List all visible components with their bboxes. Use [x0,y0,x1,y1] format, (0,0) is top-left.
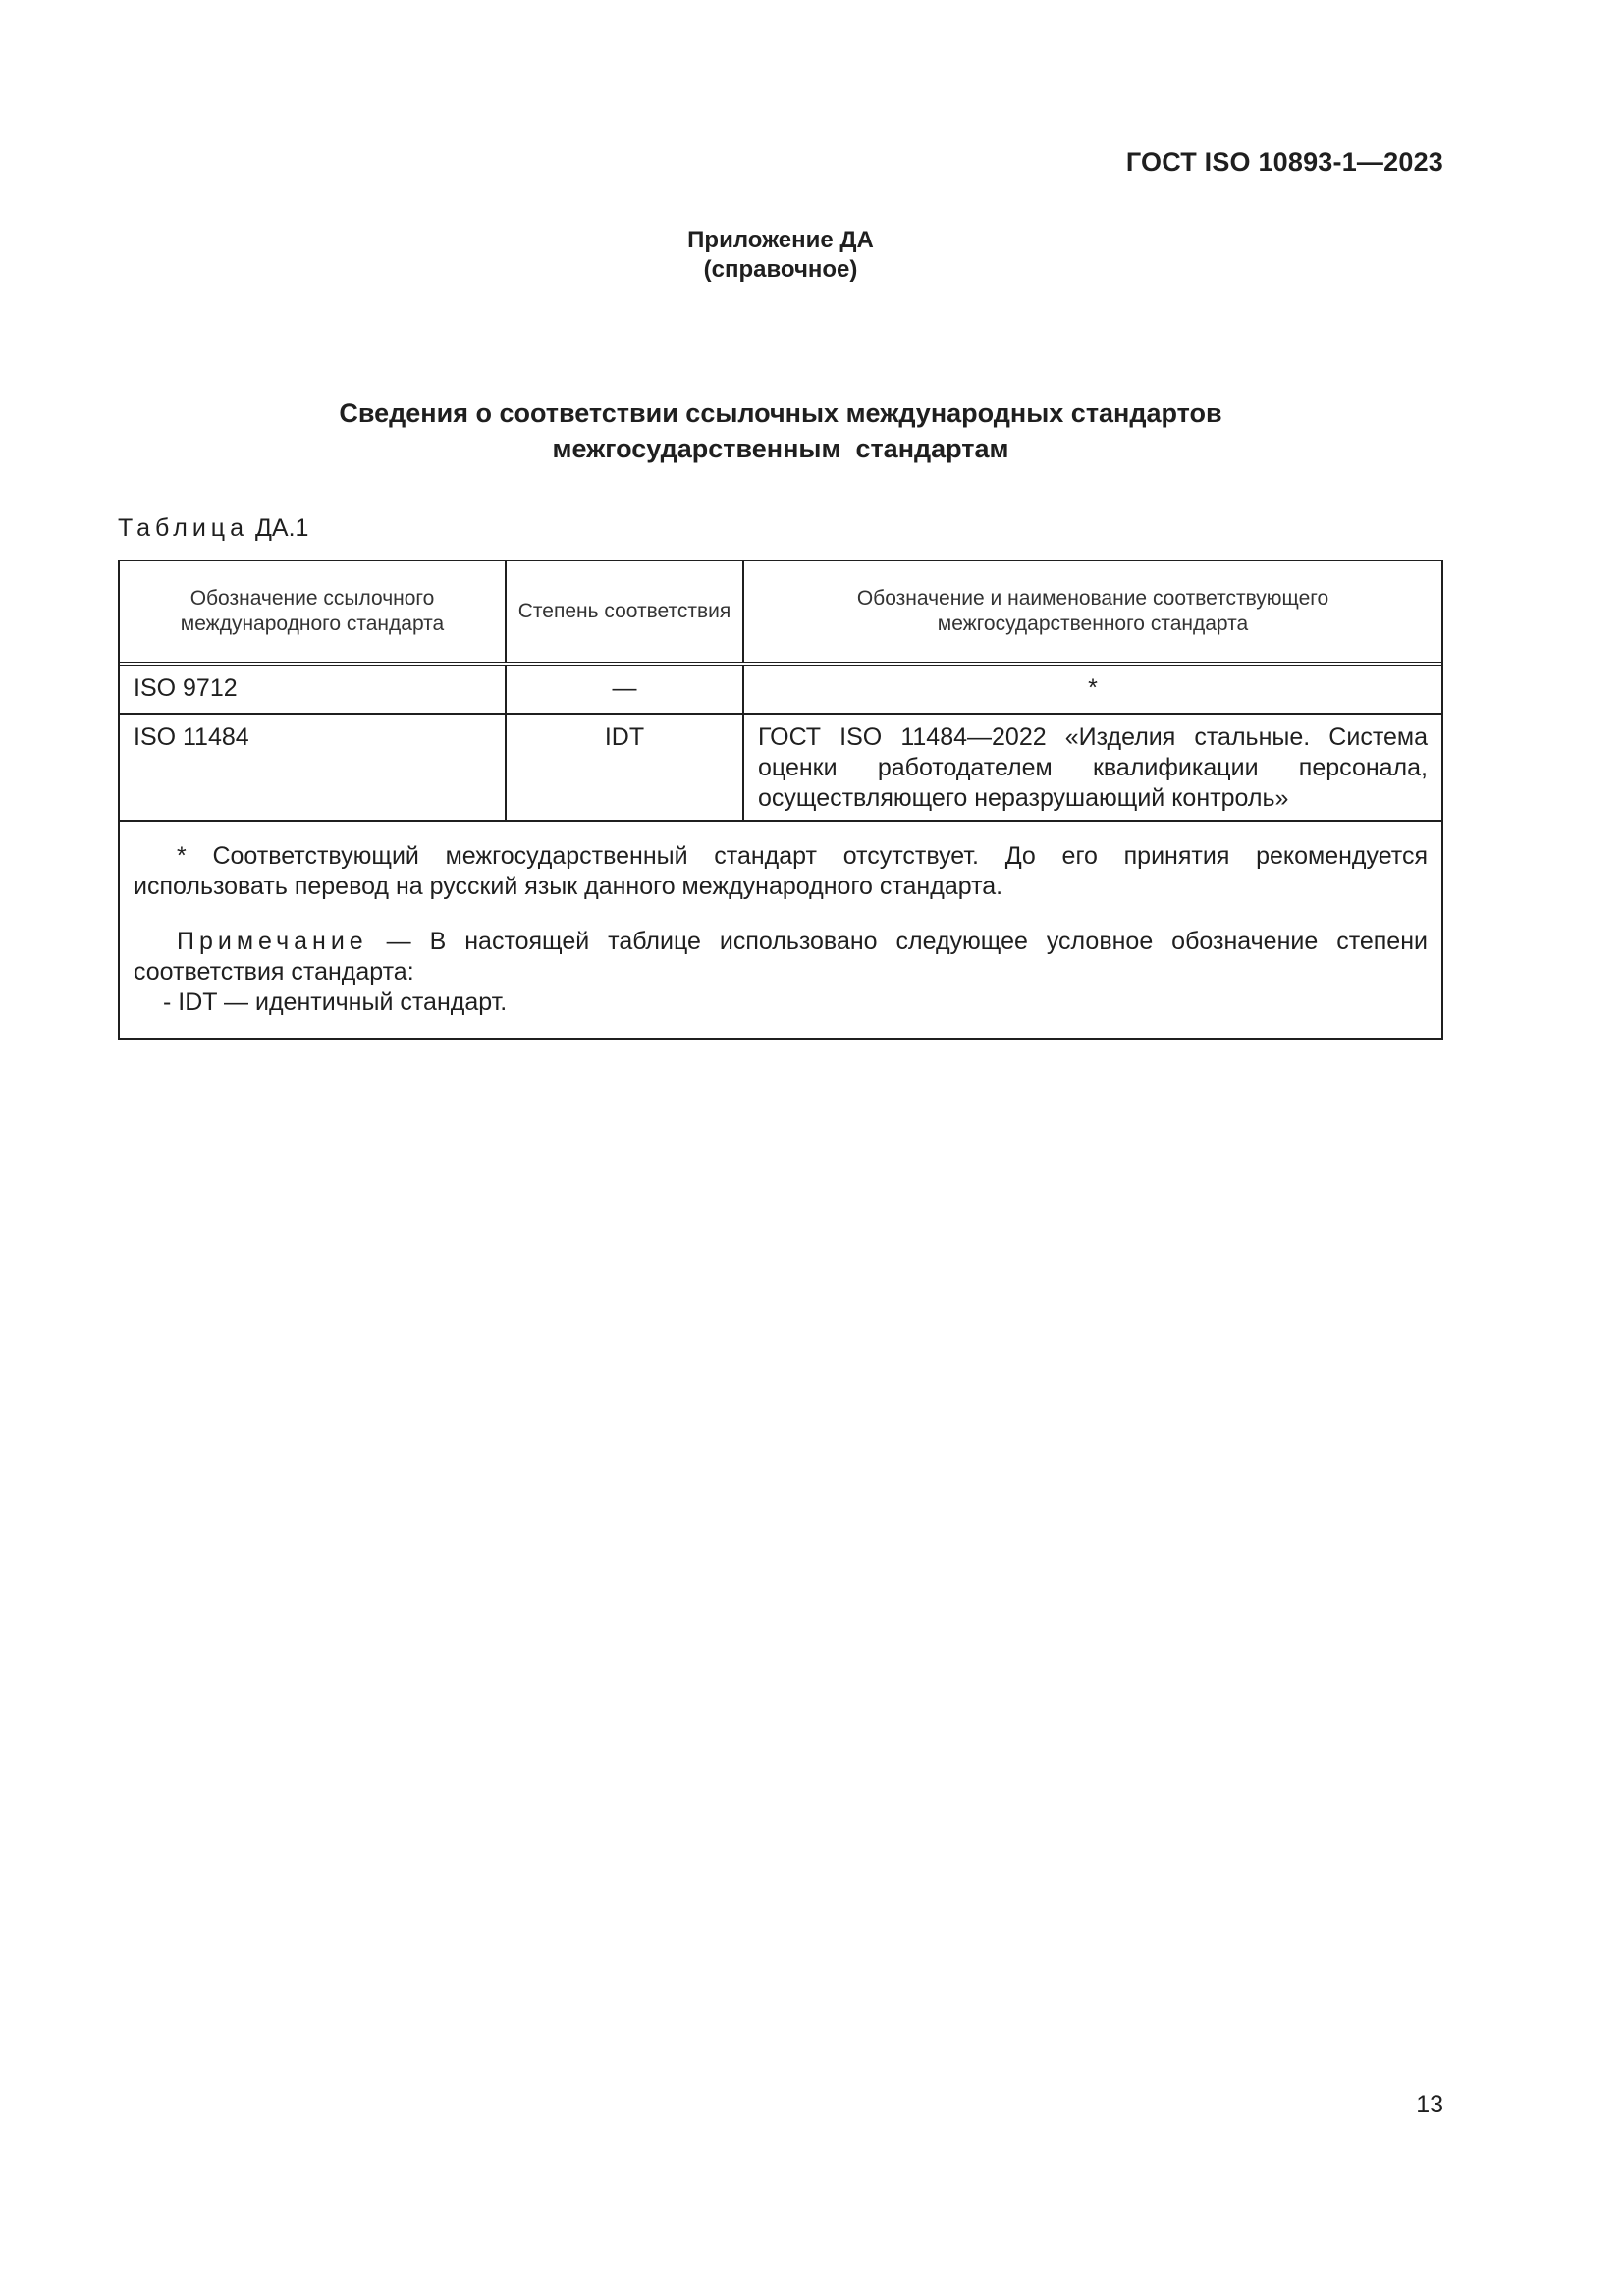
note-label: Примечание [177,928,368,955]
table-note [134,927,1428,988]
header-interstate-standard: Обозначение и наименование соответствующего межгосударственного стандарта [743,561,1441,664]
section-title-line-2: межгосударственным стандартам [552,434,1009,463]
note-text: — В настоящей таблице использовано следующее условное обозначение степени соответствия стандарта: [134,928,1428,986]
appendix-title: Приложение ДА [687,227,874,253]
header-correspondence-degree: Степень соответствия [506,561,743,664]
cell-correspondence-degree: — [506,664,743,714]
section-title-line-1: Сведения о соответствии ссылочных международных стандартов [339,399,1222,428]
table-row [120,664,1441,714]
page-number: 13 [1416,2091,1443,2118]
note-list-item: - IDT — идентичный стандарт. [163,988,508,1016]
table-caption [118,514,308,543]
table-footnote: * Соответствующий межгосударственный стандарт отсутствует. До его принятия рекомендуется использовать перевод на русский язык данного международного стандарта. [134,842,1428,900]
cell-international-standard: ISO 11484 [120,714,506,821]
table-caption-label: Таблица [118,514,249,542]
table-caption-number: ДА.1 [254,514,309,542]
appendix-heading [0,226,1561,285]
document-code: ГОСТ ISO 10893-1—2023 [1125,147,1443,177]
table-header-row [120,561,1441,664]
cell-interstate-standard: ГОСТ ISO 11484—2022 «Изделия стальные. Система оценки работодателем квалификации персонала, осуществляющего неразрушающий контроль» [743,714,1441,821]
section-title [0,396,1561,466]
cell-correspondence-degree: IDT [506,714,743,821]
appendix-subtitle: (справочное) [703,256,858,283]
cell-interstate-standard: * [743,664,1441,714]
table-row [120,714,1441,821]
table-notes [120,822,1441,1038]
correspondence-table [120,561,1441,822]
cell-international-standard: ISO 9712 [120,664,506,714]
correspondence-table-frame [118,560,1443,1040]
header-international-standard: Обозначение ссылочного международного стандарта [120,561,506,664]
